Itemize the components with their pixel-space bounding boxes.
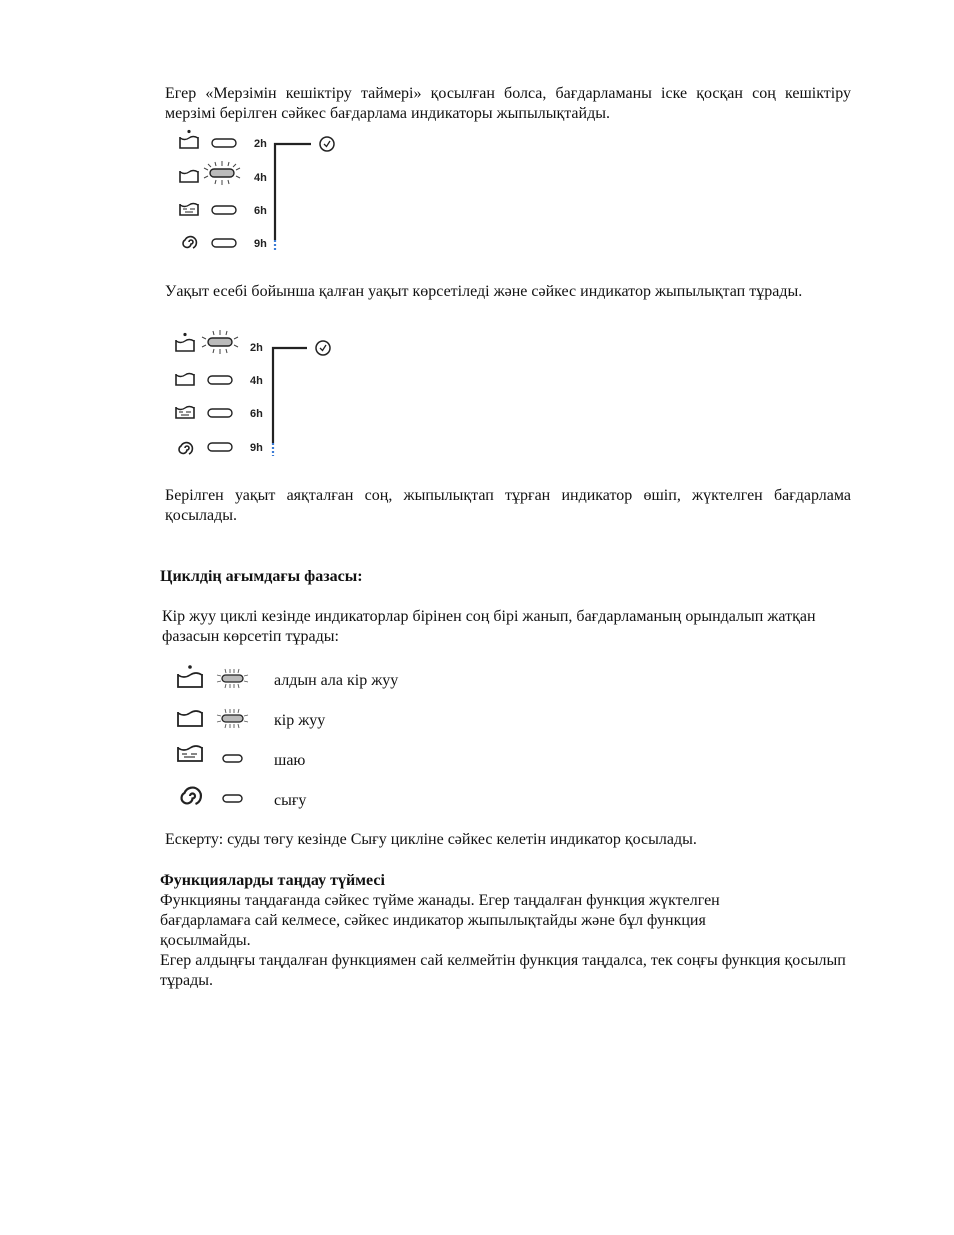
indicator-led	[212, 139, 236, 147]
phase-row-prewash	[172, 664, 852, 694]
timer-label: 9h	[254, 238, 267, 250]
indicator-led	[212, 206, 236, 214]
note-paragraph: Ескерту: суды төгу кезінде Сығу цикліне сәйкес келетін индикатор қосылады.	[165, 831, 697, 848]
timer-label: 6h	[254, 205, 267, 217]
function-paragraph-1: Функцияны таңдағанда сәйкес түйме жанады. Егер таңдалған функция жүктелген бағдарламаға сай келмесе, сәйкес индикатор жыпылықтайды және бұл функция қосылмайды.	[160, 892, 720, 949]
delay-timer-panel-2	[172, 333, 352, 461]
rinse-icon	[172, 744, 206, 774]
countdown-paragraph: Уақыт есебі бойынша қалған уақыт көрсетіледі және сәйкес индикатор жыпылықтап тұрады.	[165, 283, 803, 300]
indicator-led-blinking	[210, 169, 234, 177]
delay-timer-panel-1	[176, 130, 356, 258]
timer-label: 2h	[254, 138, 267, 150]
timer-label: 4h	[254, 172, 267, 184]
indicator-led	[208, 443, 232, 451]
rinse-icon	[176, 407, 194, 419]
phase-row-rinse	[172, 744, 852, 774]
timer-label: 4h	[250, 375, 263, 387]
indicator-led-blinking	[208, 338, 232, 346]
phase-row-wash	[172, 704, 852, 734]
wash-icon	[172, 704, 206, 734]
indicator-led	[208, 376, 232, 384]
indicator-led	[216, 748, 250, 770]
function-select-heading: Функцияларды таңдау түймесі	[160, 872, 385, 889]
cycle-paragraph: Кір жуу циклі кезінде индикаторлар бірінен соң бірі жанып, бағдарламаның орындалып жатқан фазасын көрсетіп тұрады:	[162, 608, 816, 645]
clock-icon	[316, 341, 330, 355]
wash-icon	[176, 374, 194, 386]
wash-icon	[180, 171, 198, 183]
timer-bracket	[275, 144, 311, 240]
indicator-led	[208, 409, 232, 417]
spin-icon	[172, 784, 206, 814]
indicator-led	[212, 239, 236, 247]
phase-label: кір жуу	[274, 712, 326, 729]
phase-label: шаю	[274, 752, 306, 769]
spin-icon	[183, 237, 196, 248]
prewash-icon	[176, 333, 194, 351]
phase-row-spin	[172, 784, 852, 814]
timer-label: 2h	[250, 342, 263, 354]
phase-label: алдын ала кір жуу	[274, 672, 399, 689]
spin-icon	[179, 443, 192, 454]
prewash-icon	[180, 130, 198, 148]
indicator-led-blinking	[216, 708, 250, 730]
prewash-icon	[172, 664, 206, 694]
rinse-icon	[180, 204, 198, 216]
indicator-led	[216, 788, 250, 810]
intro-paragraph: Егер «Мерзімін кешіктіру таймері» қосылған болса, бағдарламаны іске қосқан соң кешіктіру мерзімі берілген сәйкес бағдарлама индикаторы жыпылықтайды.	[165, 85, 851, 122]
phase-label: сығу	[274, 792, 307, 809]
timer-label: 9h	[250, 442, 263, 454]
timer-bracket	[273, 348, 307, 443]
clock-icon	[320, 137, 334, 151]
finish-paragraph: Берілген уақыт аяқталған соң, жыпылықтап тұрған индикатор өшіп, жүктелген бағдарлама қосылады.	[165, 487, 851, 524]
timer-label: 6h	[250, 408, 263, 420]
cycle-phase-heading: Циклдің ағымдағы фазасы:	[160, 568, 363, 585]
indicator-led-blinking	[216, 668, 250, 690]
function-paragraph-2: Егер алдыңғы таңдалған функциямен сай келмейтін функция таңдалса, тек соңғы функция қосылып тұрады.	[160, 952, 846, 989]
